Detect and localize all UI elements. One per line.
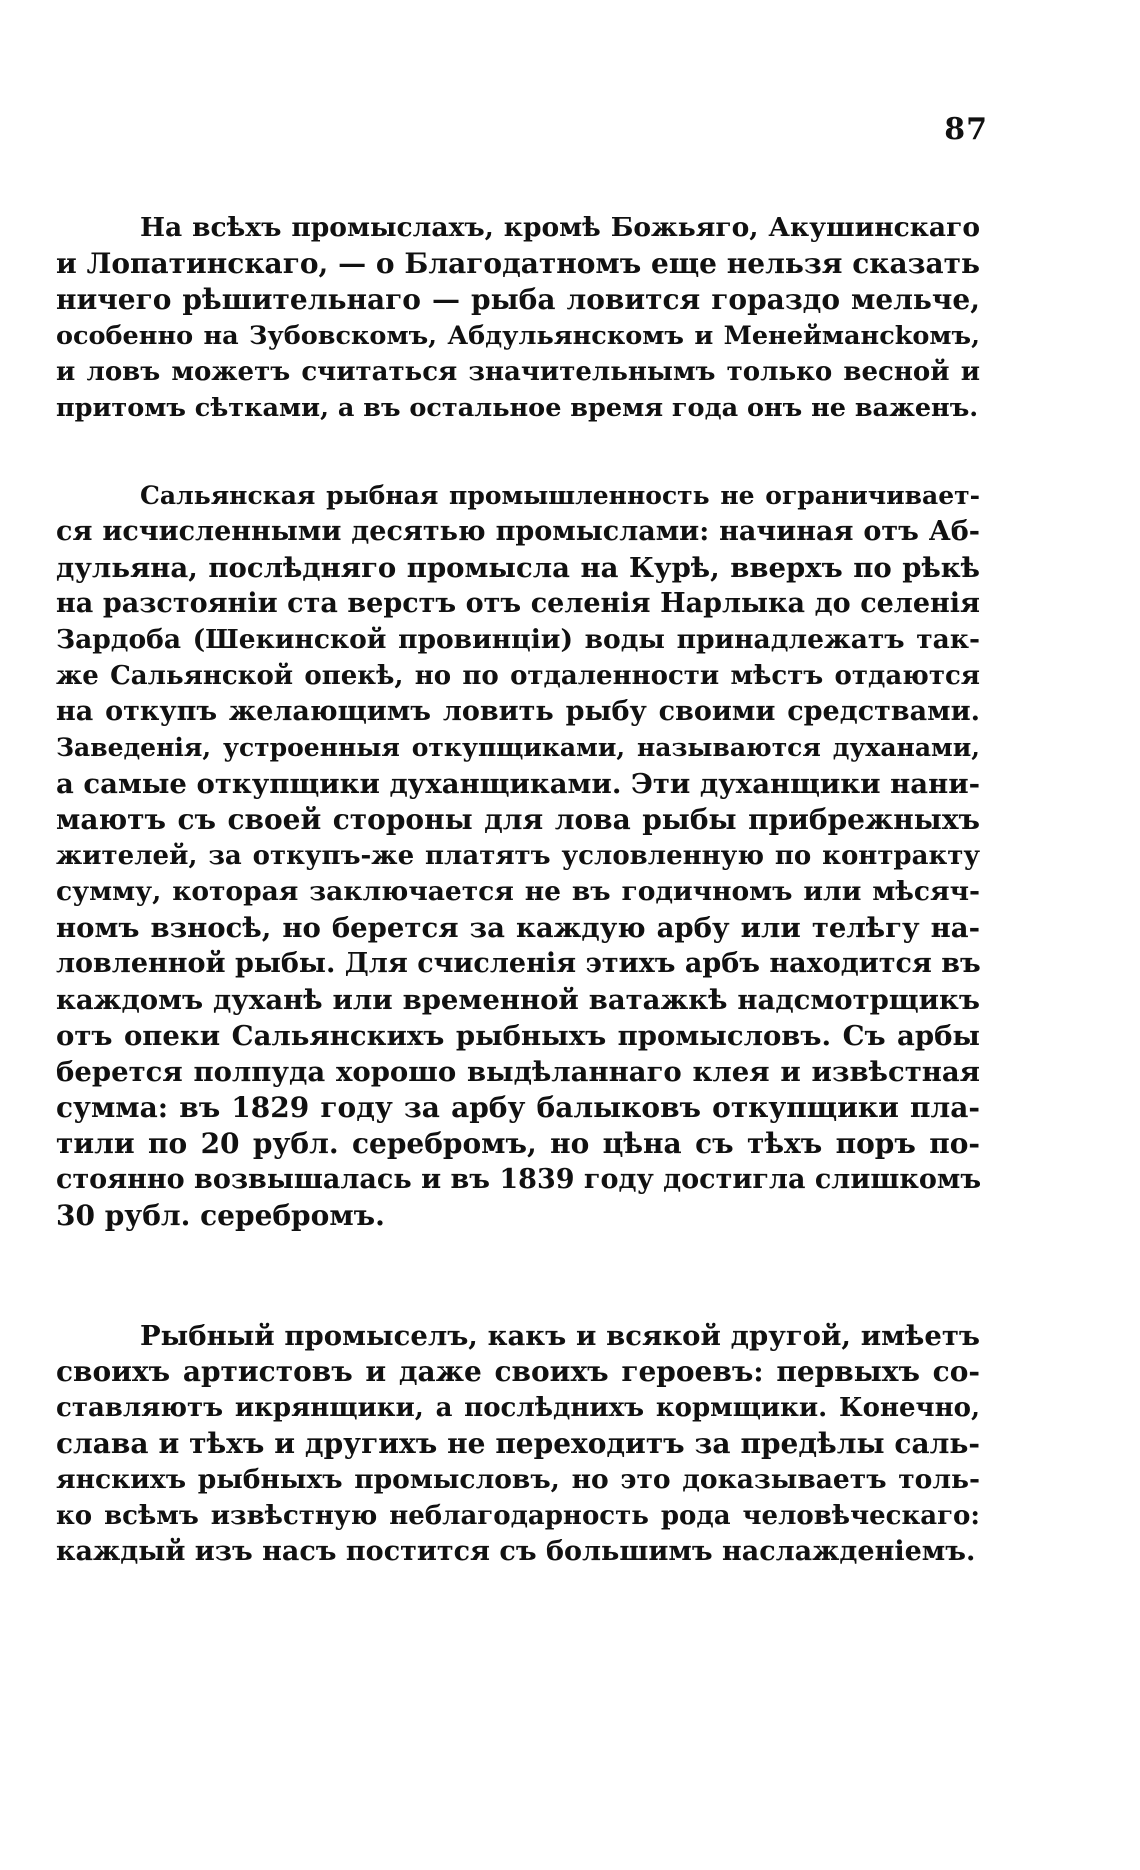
text-line: и Лопатинскаго, — о Благодатномъ еще нельзя сказать: [56, 247, 980, 280]
text-line: ко всѣмъ извѣстную неблагодарность рода человѣческаго:: [56, 1501, 980, 1531]
text-line: же Сальянской опекѣ, но по отдаленности мѣстъ отдаются: [56, 661, 980, 691]
text-line: На всѣхъ промыслахъ, кромѣ Божьяго, Акушинскаго: [140, 212, 980, 243]
text-line: жителей, за откупъ-же платятъ условленную по контракту: [56, 841, 980, 871]
text-line: на разстояніи ста верстъ отъ селенія Нарлыка до селенія: [56, 588, 980, 619]
text-line: стоянно возвышалась и въ 1839 году достигла слишкомъ: [56, 1164, 982, 1195]
text-line: каждый изъ насъ постится съ большимъ наслажденіемъ.: [56, 1536, 976, 1567]
text-line: сумма: въ 1829 году за арбу балыковъ откупщики пла-: [56, 1091, 980, 1124]
text-line: Заведенія, устроенныя откупщиками, называются духанами,: [56, 733, 980, 762]
text-line: маютъ съ своей стороны для лова рыбы прибрежныхъ: [56, 803, 980, 836]
paragraph-1: [56, 210, 980, 426]
page-number: 87: [944, 112, 988, 147]
text-line: сумму, которая заключается не въ годичномъ или мѣсяч-: [56, 876, 980, 907]
text-line: берется полпуда хорошо выдѣланнаго клея и извѣстная: [56, 1056, 980, 1088]
text-line: тили по 20 рубл. серебромъ, но цѣна съ тѣхъ поръ по-: [56, 1127, 980, 1160]
text-line: каждомъ духанѣ или временной ватажкѣ надсмотрщикъ: [56, 984, 980, 1016]
text-line: Рыбный промыселъ, какъ и всякой другой, имѣетъ: [140, 1320, 980, 1352]
text-line: ничего рѣшительнаго — рыба ловится гораздо мельче,: [56, 283, 980, 316]
text-line: ловленной рыбы. Для счисленія этихъ арбъ находится въ: [56, 948, 981, 979]
text-line: отъ опеки Сальянскихъ рыбныхъ промысловъ. Съ арбы: [56, 1020, 980, 1052]
text-line: а самые откупщики духанщиками. Эти духанщики нани-: [56, 768, 981, 800]
text-line: дульяна, послѣдняго промысла на Курѣ, вверхъ по рѣкѣ: [56, 552, 980, 584]
text-line: притомъ сѣтками, а въ остальное время года онъ не важенъ.: [56, 393, 979, 423]
text-line: особенно на Зубовскомъ, Абдульянскомъ и Менеймансkомъ,: [56, 321, 980, 351]
paragraph-2: [56, 478, 980, 1234]
paragraph-3: [56, 1318, 980, 1570]
text-line: янскихъ рыбныхъ промысловъ, но это доказываетъ толь-: [56, 1464, 980, 1495]
text-line: слава и тѣхъ и другихъ не переходитъ за предѣлы саль-: [56, 1427, 980, 1460]
text-line: своихъ артистовъ и даже своихъ героевъ: первыхъ со-: [56, 1355, 980, 1388]
text-line: на откупъ желающимъ ловить рыбу своими средствами.: [56, 696, 980, 727]
text-line: Зардоба (Шекинской провинціи) воды принадлежатъ так-: [56, 624, 980, 655]
text-line: ставляютъ икрянщики, а послѣднихъ кормщики. Конечно,: [56, 1393, 980, 1423]
text-line: Сальянская рыбная промышленность не ограничивает-: [140, 481, 980, 510]
text-line: ся исчисленными десятью промыслами: начиная отъ Аб-: [56, 516, 980, 547]
text-line: 30 рубл. серебромъ.: [56, 1199, 385, 1232]
text-line: номъ взносѣ, но берется за каждую арбу или телѣгу на-: [56, 912, 980, 944]
text-line: и ловъ можетъ считаться значительнымъ только весной и: [56, 357, 980, 387]
